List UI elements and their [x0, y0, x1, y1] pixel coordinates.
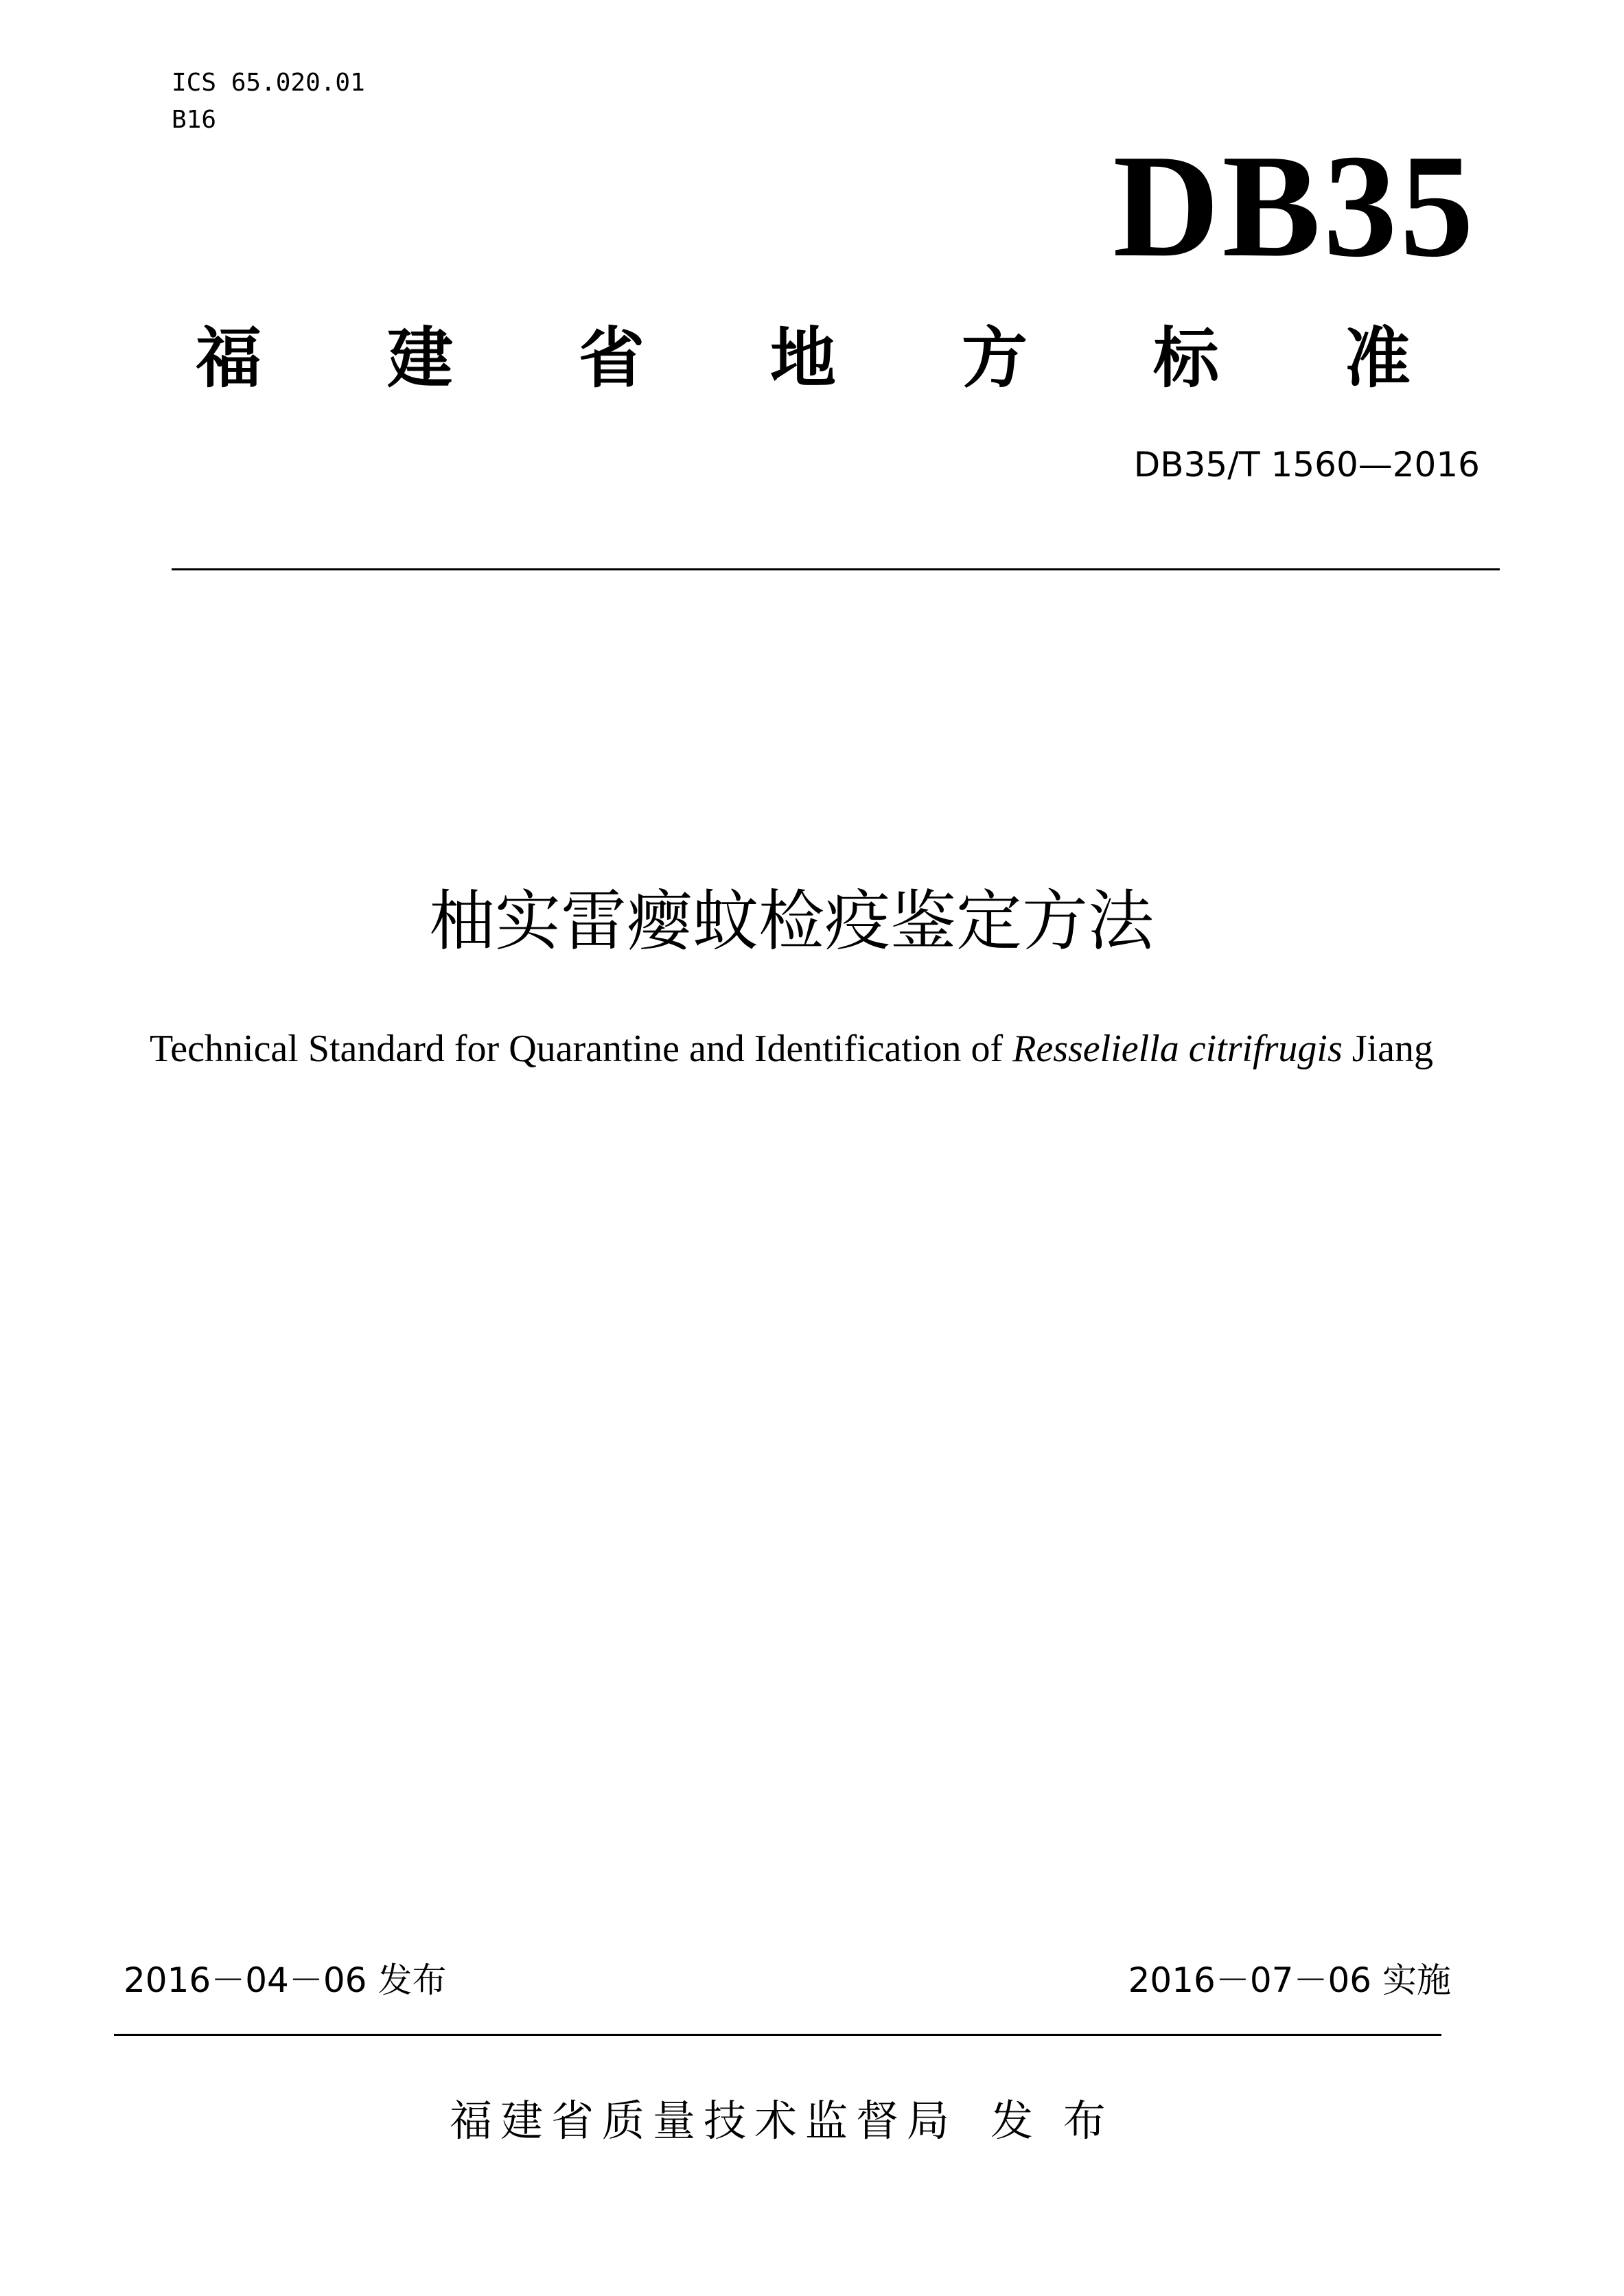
bottom-divider: [114, 2034, 1441, 2036]
title-english: [0, 1023, 1624, 1075]
ics-code: ICS 65.020.01: [172, 69, 365, 97]
title-english-suffix: Jiang: [1342, 1028, 1433, 1070]
title-english-prefix: Technical Standard for Quarantine and Identification of: [150, 1028, 1013, 1070]
top-divider: [172, 568, 1500, 570]
standard-type-char: 福: [196, 320, 262, 397]
standard-type-char: 准: [1345, 320, 1411, 397]
implementation-date: 2016－07－06 实施: [1128, 1960, 1451, 2000]
standard-type-char: 地: [770, 320, 836, 397]
standard-type-char: 方: [962, 320, 1028, 397]
publisher-name: 福建省质量技术监督局: [450, 2096, 958, 2146]
standard-type-char: 建: [387, 320, 453, 397]
standard-type: [196, 317, 1411, 399]
standard-number: DB35/T 1560—2016: [1133, 445, 1480, 485]
issue-date: 2016－04－06 发布: [124, 1960, 447, 2000]
publisher: [450, 2094, 1114, 2148]
standard-type-char: 省: [579, 320, 645, 397]
classification-code: B16: [172, 106, 217, 134]
title-english-species: Resseliella citrifrugis: [1012, 1028, 1343, 1070]
standard-type-char: 标: [1153, 320, 1219, 397]
title-chinese: 柚实雷瘿蚊检疫鉴定方法: [429, 883, 1154, 960]
publisher-action: 发 布: [990, 2096, 1114, 2146]
db-logo: DB35: [1113, 124, 1476, 288]
